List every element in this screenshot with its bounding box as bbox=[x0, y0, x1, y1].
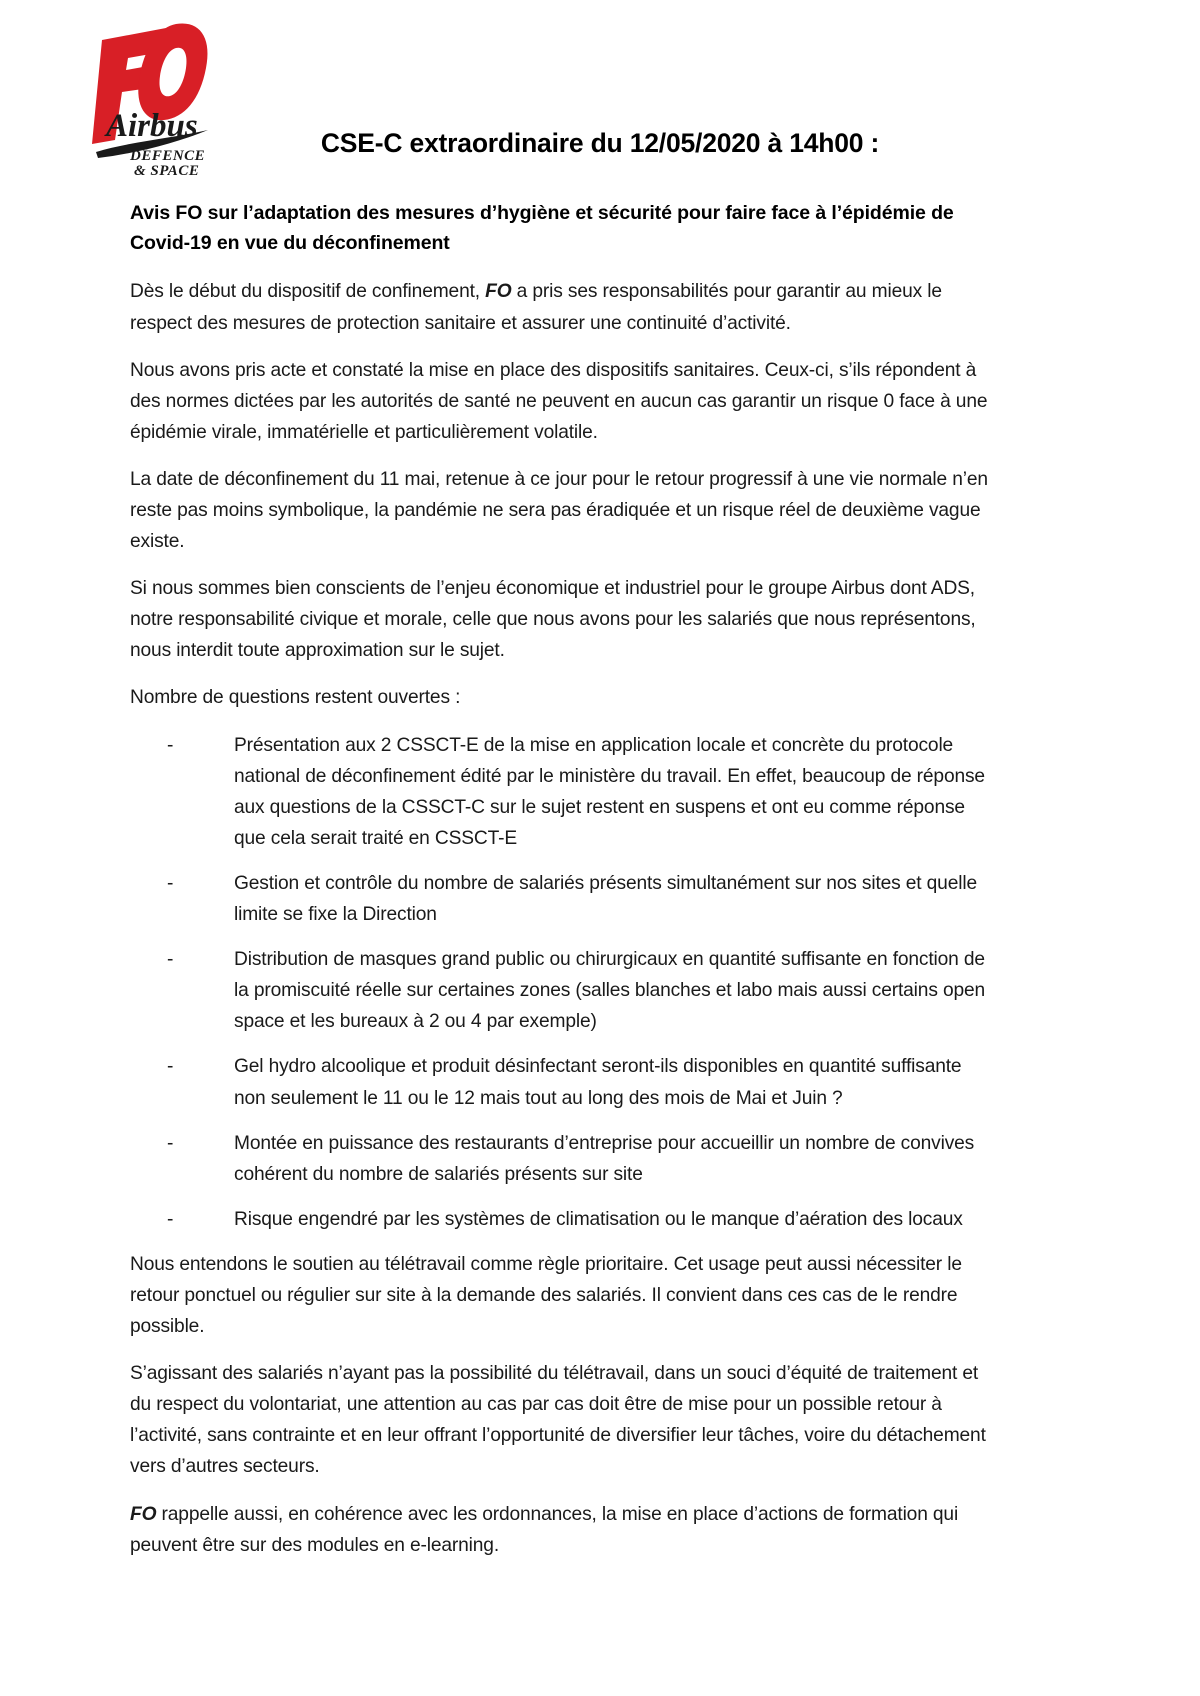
paragraph-5: Nous entendons le soutien au télétravail comme règle prioritaire. Cet usage peut aussi nécessiter le retour ponctuel ou régulier sur site à la demande des salariés. Il convient dans ces cas de le rendre possible. bbox=[130, 1253, 962, 1338]
svg-text:& SPACE: & SPACE bbox=[134, 163, 200, 178]
list-marker: - bbox=[167, 949, 174, 971]
svg-text:Airbus: Airbus bbox=[106, 108, 198, 144]
fo-emphasis: FO bbox=[130, 1503, 157, 1525]
paragraph-3: La date de déconfinement du 11 mai, retenue à ce jour pour le retour progressif à une vie normale n’en reste pas moins symbolique, la pandémie ne sera pas éradiquée et un risque réel de deuxième vague existe. bbox=[130, 468, 988, 553]
list-marker: - bbox=[167, 1056, 174, 1078]
section-subheading: Avis FO sur l’adaptation des mesures d’hygiène et sécurité pour faire face à l’épidémie de Covid-19 en vue du déconfinement bbox=[130, 202, 954, 255]
document-body bbox=[130, 198, 990, 1561]
paragraph-7-text-after: rappelle aussi, en cohérence avec les ordonnances, la mise en place d’actions de formation qui peuvent être sur des modules en e-learning. bbox=[130, 1503, 959, 1556]
list-marker: - bbox=[167, 872, 174, 894]
list-item bbox=[130, 944, 990, 1037]
paragraph-4: Si nous sommes bien conscients de l’enjeu économique et industriel pour le groupe Airbus dont ADS, notre responsabilité civique et morale, celle que nous avons pour les salariés que nous représentons, nous interdit toute approximation sur le sujet. bbox=[130, 578, 976, 662]
paragraph-1-text-after: a pris ses responsabilités pour garantir au mieux le respect des mesures de protection sanitaire et assurer une continuité d’activité. bbox=[130, 281, 942, 334]
paragraph-2: Nous avons pris acte et constaté la mise en place des dispositifs sanitaires. Ceux-ci, s’ils répondent à des normes dictées par les autorités de santé ne peuvent en aucun cas garantir un risque 0 face à une épidémie virale, immatérielle et particulièrement volatile. bbox=[130, 359, 988, 443]
open-questions-list bbox=[130, 730, 990, 1235]
fo-emphasis: FO bbox=[485, 281, 512, 303]
list-marker: - bbox=[167, 1132, 174, 1154]
paragraph-6: S’agissant des salariés n’ayant pas la possibilité du télétravail, dans un souci d’équité de traitement et du respect du volontariat, une attention au cas par cas doit être de mise pour un possible retour à l’activité, sans contrainte et en leur offrant l’opportunité de diversifier leur tâches, voire du détachement vers d’autres secteurs. bbox=[130, 1363, 986, 1478]
list-marker: - bbox=[167, 734, 174, 756]
paragraph-1 bbox=[130, 276, 990, 338]
list-marker: - bbox=[167, 1208, 174, 1230]
list-introduction: Nombre de questions restent ouvertes : bbox=[130, 687, 461, 709]
paragraph-1-text-before: Dès le début du dispositif de confinement, bbox=[130, 281, 486, 303]
list-item bbox=[130, 1204, 990, 1235]
list-item bbox=[130, 1051, 990, 1113]
paragraph-7 bbox=[130, 1499, 990, 1561]
list-item-text: Gestion et contrôle du nombre de salariés présents simultanément sur nos sites et quelle limite se fixe la Direction bbox=[234, 872, 977, 926]
list-item bbox=[130, 1128, 990, 1190]
list-item-text: Présentation aux 2 CSSCT-E de la mise en application locale et concrète du protocole national de déconfinement édité par le ministère du travail. En effet, beaucoup de réponse aux questions de la CSSCT-C sur le sujet restent en suspens et ont eu comme réponse que cela serait traité en CSSCT-E bbox=[234, 734, 985, 849]
list-item-text: Distribution de masques grand public ou chirurgicaux en quantité suffisante en fonction de la promiscuité réelle sur certaines zones (salles blanches et labo mais aussi certains open space et les bureaux à 2 ou 4 par exemple) bbox=[234, 949, 986, 1033]
svg-text:DÉFENCE: DÉFENCE bbox=[130, 148, 206, 164]
list-item-text: Gel hydro alcoolique et produit désinfectant seront-ils disponibles en quantité suffisante non seulement le 11 ou le 12 mais tout au long des mois de Mai et Juin ? bbox=[234, 1056, 962, 1109]
list-item-text: Montée en puissance des restaurants d’entreprise pour accueillir un nombre de convives cohérent du nombre de salariés présents sur site bbox=[234, 1132, 975, 1185]
page-title: CSE-C extraordinaire du 12/05/2020 à 14h00 : bbox=[320, 128, 880, 158]
list-item-text: Risque engendré par les systèmes de climatisation ou le manque d’aération des locaux bbox=[234, 1208, 963, 1230]
list-item bbox=[130, 730, 990, 854]
list-item bbox=[130, 868, 990, 930]
